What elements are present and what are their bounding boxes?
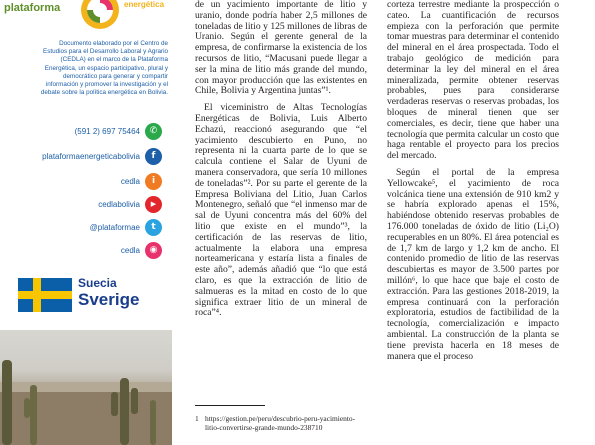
sweden-label-sv: Sverige <box>78 290 140 309</box>
contact-website[interactable] <box>12 240 162 260</box>
issuu-icon: i <box>145 173 162 190</box>
contact-text: plataformaenergeticabolivia <box>42 151 140 161</box>
footnote-number: 1 <box>195 414 199 423</box>
contact-facebook[interactable] <box>12 146 162 166</box>
paragraph: Según el portal de la empresa Yellowcake⁵, el yacimiento de roca volcánica tiene una extensión de 910 km2 y se habría explorado apenas el 15%, habiéndose obtenido reservas probables de 176.000 toneladas de óxido de litio (Li₂O) recuperables en un 80%. El área potencial es de 1,7 km de largo y 1,2 km de ancho. El contenido promedio de litio de las reservas descubiertas es mayor de 3.500 partes por millón⁶, lo que hace que baje el costo de extracción. Para las gestiones 2018-2019, la empresa continuará con la perforación exploratoria, estudios de factibilidad de la tecnología, comercialización e impacto ambiental. La construcción de la planta se tiene prevista hacerla en 18 meses de manera que el proceso <box>387 166 559 362</box>
sidebar <box>0 0 172 445</box>
intro-text: Documento elaborado por el Centro de Estudios para el Desarrollo Laboral y Agrario (CEDLA) en el marco de la Plataforma Energética, un espacio participativo, plural y democrático para generar y compartir información y promover la investigación y el debate sobre la política energética en Bolivia. <box>40 40 168 97</box>
contact-text: cedla <box>120 176 140 186</box>
footnote-divider <box>195 405 265 406</box>
plataforma-logo-icon <box>78 0 122 32</box>
salar-photo <box>0 330 172 445</box>
paragraph: de un yacimiento importante de litio y uranio, donde podría haber 2,5 millones de toneladas de litio y 125 millones de libras de Uranio. Según el gerente general de la empresa, de confirmarse la existencia de los recursos de litio, “Macusani puede llegar a ser la mina de litio más grande del mundo, con mayor producción que las existentes en Chile, Bolivia y Argentina juntas”¹. <box>195 0 367 97</box>
contact-text: cedlabolivia <box>98 199 140 209</box>
facebook-icon: f <box>145 148 162 165</box>
contact-issuu[interactable] <box>12 171 162 191</box>
sweden-label-es: Suecia <box>78 276 117 290</box>
paragraph: corteza terrestre mediante la prospección o cateo. La cuantificación de recursos empieza con la perforación que permite tomar muestras para determinar el contenido del mineral en el área prospectada. Todo el trabajo geológico de medición para determinar la ley del mineral en el área mineralizada, permite obtener reservas probables, pues para considerarse verdaderas reservas o reservas probadas, los bloques de mineral tienen que ser comerciales, es decir, tiene que haber una tecnología que permita calcular un costo que haga rentable el proyecto para los precios del mercado. <box>387 0 559 162</box>
youtube-icon: ▶ <box>145 196 162 213</box>
twitter-icon: t <box>145 219 162 236</box>
paragraph: El viceministro de Altas Tecnologías Energéticas de Bolivia, Luis Alberto Echazú, reaccionó asegurando que “el yacimiento descubierto en Puno, no representa ni la cuarta parte de lo que se calcula contiene el Salar de Uyuni de manera conservadora, que sería 10 millones de toneladas”². Por su parte el gerente de la Empresa Boliviana del Litio, Juan Carlos Montenegro, señaló que “el inmenso mar de sal de Uyuni concentra más del 60% del litio que existe en el mundo”³, la certificación de las reservas de litio, actualmente la elabora una empresa norteamericana y estaría lista a finales de este año”, además añadió que “lo que está claro, es que la extracción de litio de salmueras es la mitad en costo de lo que significa extraer litio de un mineral de roca”⁴. <box>195 102 367 319</box>
footnote <box>195 414 370 432</box>
website-icon: ◉ <box>145 242 162 259</box>
footnote-link[interactable]: https://gestion.pe/peru/descubrio-peru-yacimiento-litio-convertirse-grande-mundo-238710 <box>205 414 356 433</box>
contact-text: cedla <box>120 245 140 255</box>
article-column-1 <box>195 0 367 325</box>
article-column-2 <box>387 0 559 368</box>
contact-youtube[interactable] <box>12 194 162 214</box>
sweden-flag-icon <box>18 278 72 312</box>
contact-twitter[interactable] <box>12 217 162 237</box>
sweden-logo <box>18 272 158 318</box>
contact-text: (591 2) 697 75464 <box>74 126 140 136</box>
whatsapp-icon: ✆ <box>145 123 162 140</box>
brand-suffix: energética <box>124 0 165 9</box>
contact-text: @plataformae <box>89 222 140 232</box>
contact-whatsapp[interactable] <box>12 121 162 141</box>
cactus-landscape-icon <box>0 330 172 445</box>
brand-name: plataforma <box>4 2 61 14</box>
